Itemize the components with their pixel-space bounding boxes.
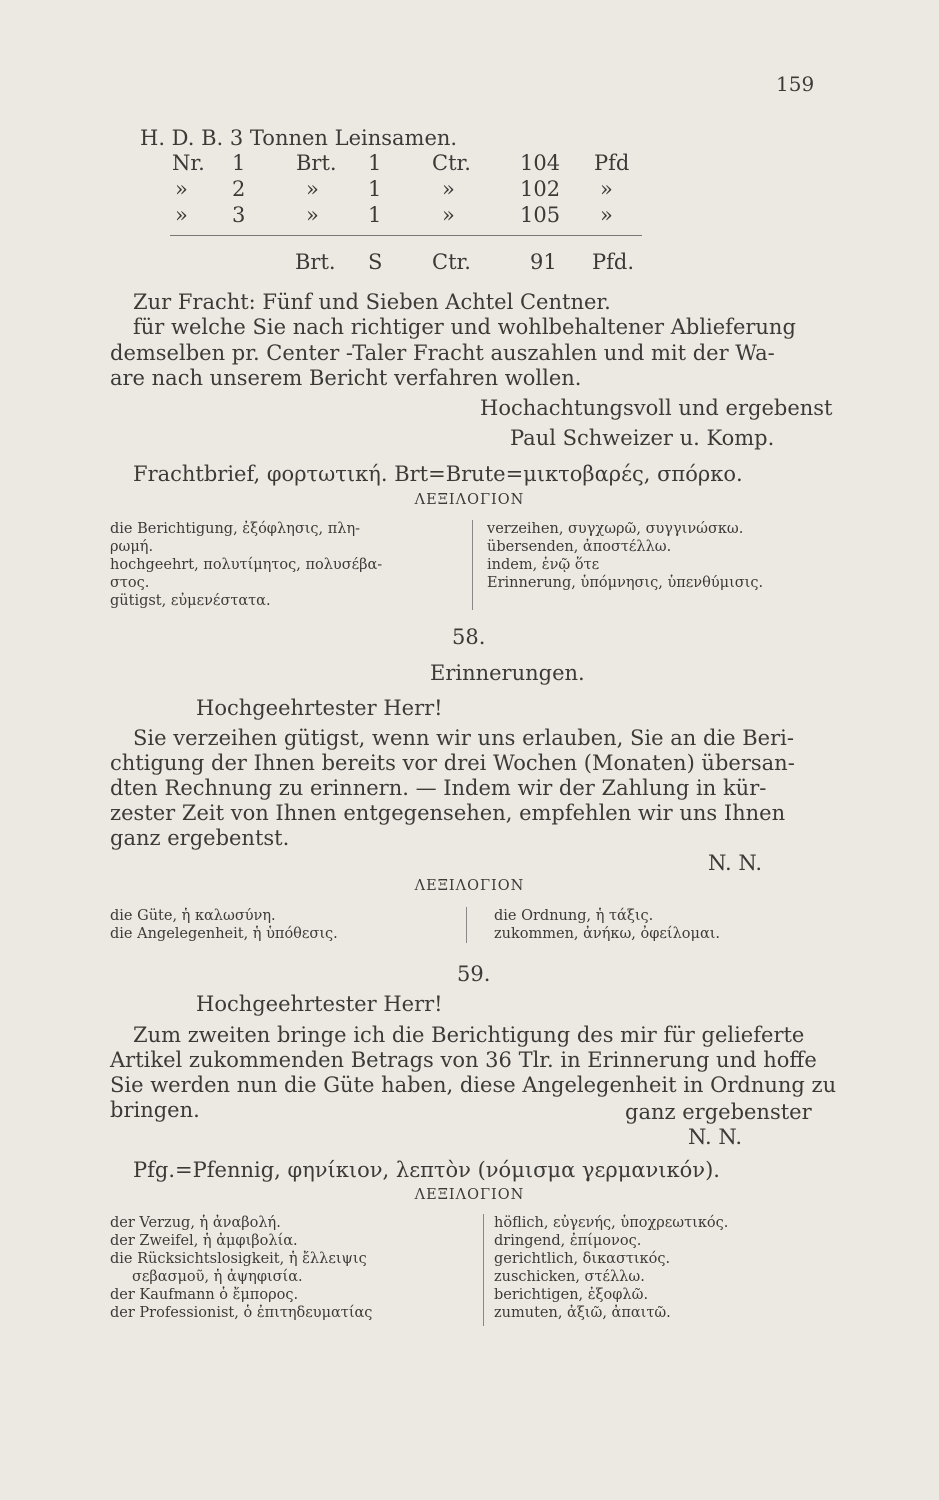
vocab-entry: indem, ἐνῷ ὅτε bbox=[487, 557, 600, 573]
letter-line: are nach unserem Bericht verfahren wollen. bbox=[110, 366, 582, 390]
table-cell: 91 bbox=[530, 250, 557, 274]
table-row bbox=[0, 151, 939, 176]
letter-line: Artikel zukommenden Betrags von 36 Tlr. in Erinnerung und hoffe bbox=[110, 1048, 817, 1072]
vocab-entry: hochgeehrt, πολυτίμητος, πολυσέβα- bbox=[110, 557, 383, 573]
section-number: 58. bbox=[452, 625, 486, 649]
section-title: Erinnerungen. bbox=[430, 661, 585, 685]
table-cell: Brt. bbox=[296, 151, 337, 175]
vocab-entry: dringend, ἐπίμονος. bbox=[494, 1233, 642, 1249]
vocab-right-column bbox=[487, 520, 763, 592]
vocab-heading: ΛΕΞΙΛΟΓΙΟΝ bbox=[414, 878, 525, 894]
vocab-left-column bbox=[110, 1214, 372, 1322]
table-cell: » bbox=[442, 177, 455, 201]
vocab-entry: die Rücksichtslosigkeit, ἡ ἔλλειψις bbox=[110, 1251, 367, 1267]
vocab-right-column bbox=[494, 1214, 728, 1322]
vocab-entry: zukommen, ἀνήκω, ὀφείλομαι. bbox=[494, 926, 721, 942]
vocab-left-column bbox=[110, 520, 382, 610]
table-cell: 1 bbox=[368, 151, 382, 175]
vocab-entry: zumuten, ἀξιῶ, ἀπαιτῶ. bbox=[494, 1305, 671, 1321]
glossary-note: Pfg.=Pfennig, φηνίκιον, λεπτὸν (νόμισμα γερμανικόν). bbox=[133, 1158, 720, 1182]
vocab-entry: gütigst, εὐμενέστατα. bbox=[110, 593, 271, 609]
vocab-entry: gerichtlich, δικαστικός. bbox=[494, 1251, 671, 1267]
table-row bbox=[0, 177, 939, 202]
column-divider bbox=[483, 1214, 484, 1326]
sum-rule bbox=[170, 235, 642, 236]
letter-line: Zum zweiten bringe ich die Berichtigung des mir für gelieferte bbox=[133, 1023, 805, 1047]
letter-closing: Hochachtungsvoll und ergebenst bbox=[480, 396, 833, 420]
table-cell: 104 bbox=[520, 151, 561, 175]
letter-salutation: Hochgeehrtester Herr! bbox=[196, 992, 443, 1016]
letter-line: Sie verzeihen gütigst, wenn wir uns erlauben, Sie an die Beri- bbox=[133, 726, 794, 750]
letter-line: Sie werden nun die Güte haben, diese Angelegenheit in Ordnung zu bbox=[110, 1073, 837, 1097]
vocab-entry: der Professionist, ὁ ἐπιτηδευματίας bbox=[110, 1305, 373, 1321]
table-cell: » bbox=[175, 177, 188, 201]
vocab-entry: höflich, εὐγενής, ὑποχρεωτικός. bbox=[494, 1215, 729, 1231]
table-cell: 1 bbox=[368, 203, 382, 227]
table-cell: Ctr. bbox=[432, 250, 471, 274]
table-cell: » bbox=[306, 177, 319, 201]
table-cell: Brt. bbox=[295, 250, 336, 274]
column-divider bbox=[466, 907, 467, 943]
vocab-entry: der Verzug, ἡ ἀναβολή. bbox=[110, 1215, 281, 1231]
table-cell: Pfd bbox=[594, 151, 630, 175]
vocab-entry: die Berichtigung, ἐξόφλησις, πλη- bbox=[110, 521, 361, 537]
shipment-total-row bbox=[0, 250, 939, 275]
letter-line: chtigung der Ihnen bereits vor drei Wochen (Monaten) übersan- bbox=[110, 751, 795, 775]
vocab-entry: Erinnerung, ὑπόμνησις, ὑπενθύμισις. bbox=[487, 575, 764, 591]
shipment-table bbox=[0, 151, 939, 231]
table-cell: 3 bbox=[232, 203, 246, 227]
letter-line: dten Rechnung zu erinnern. — Indem wir der Zahlung in kür- bbox=[110, 776, 767, 800]
table-cell: 2 bbox=[232, 177, 246, 201]
vocab-entry: der Zweifel, ἡ ἀμφιβολία. bbox=[110, 1233, 298, 1249]
vocab-entry: στος. bbox=[110, 575, 150, 591]
vocab-entry: die Güte, ἡ καλωσύνη. bbox=[110, 908, 276, 924]
vocab-heading: ΛΕΞΙΛΟΓΙΟΝ bbox=[414, 492, 525, 508]
letter-signature: N. N. bbox=[708, 851, 763, 875]
table-cell: » bbox=[442, 203, 455, 227]
vocab-heading: ΛΕΞΙΛΟΓΙΟΝ bbox=[414, 1187, 525, 1203]
column-divider bbox=[472, 520, 473, 610]
table-cell: S bbox=[368, 250, 383, 274]
letter-closing: ganz ergebenster bbox=[625, 1100, 812, 1124]
vocab-left-column bbox=[110, 907, 338, 943]
vocab-entry: die Angelegenheit, ἡ ὑπόθεσις. bbox=[110, 926, 338, 942]
table-cell: Ctr. bbox=[432, 151, 471, 175]
shipment-header: H. D. B. 3 Tonnen Leinsamen. bbox=[140, 126, 458, 150]
letter-line: für welche Sie nach richtiger und wohlbehaltener Ablieferung bbox=[133, 315, 796, 339]
table-row bbox=[0, 203, 939, 228]
table-cell: Nr. bbox=[172, 151, 205, 175]
vocab-entry: ρωμή. bbox=[110, 539, 154, 555]
letter-signature: Paul Schweizer u. Komp. bbox=[510, 426, 775, 450]
vocab-entry: der Kaufmann ὁ ἔμπορος. bbox=[110, 1287, 299, 1303]
table-cell: 1 bbox=[368, 177, 382, 201]
letter-line: demselben pr. Center -Taler Fracht auszahlen und mit der Wa- bbox=[110, 341, 775, 365]
vocab-entry: berichtigen, ἐξοφλῶ. bbox=[494, 1287, 649, 1303]
letter-line: Zur Fracht: Fünf und Sieben Achtel Centner. bbox=[133, 290, 611, 314]
section-number: 59. bbox=[457, 962, 491, 986]
letter-signature: N. N. bbox=[688, 1125, 743, 1149]
letter-line: zester Zeit von Ihnen entgegensehen, empfehlen wir uns Ihnen bbox=[110, 801, 786, 825]
vocab-entry: verzeihen, συγχωρῶ, συγγινώσκω. bbox=[487, 521, 744, 537]
vocab-right-column bbox=[494, 907, 720, 943]
table-cell: 1 bbox=[232, 151, 246, 175]
table-cell: 102 bbox=[520, 177, 561, 201]
table-cell: Pfd. bbox=[592, 250, 635, 274]
letter-salutation: Hochgeehrtester Herr! bbox=[196, 696, 443, 720]
table-cell: » bbox=[175, 203, 188, 227]
letter-line: bringen. bbox=[110, 1098, 200, 1122]
table-cell: 105 bbox=[520, 203, 561, 227]
letter-line: ganz ergebentst. bbox=[110, 826, 290, 850]
table-cell: » bbox=[600, 203, 613, 227]
vocab-entry: zuschicken, στέλλω. bbox=[494, 1269, 645, 1285]
glossary-note: Frachtbrief, φορτωτική. Brt=Brute=μικτοβαρές, σπόρκο. bbox=[133, 462, 743, 486]
table-cell: » bbox=[600, 177, 613, 201]
vocab-entry: übersenden, ἀποστέλλω. bbox=[487, 539, 672, 555]
vocab-entry: die Ordnung, ἡ τάξις. bbox=[494, 908, 654, 924]
table-cell: » bbox=[306, 203, 319, 227]
vocab-entry: σεβασμοῦ, ἡ ἀψηφισία. bbox=[132, 1269, 303, 1285]
page-number: 159 bbox=[776, 72, 815, 96]
